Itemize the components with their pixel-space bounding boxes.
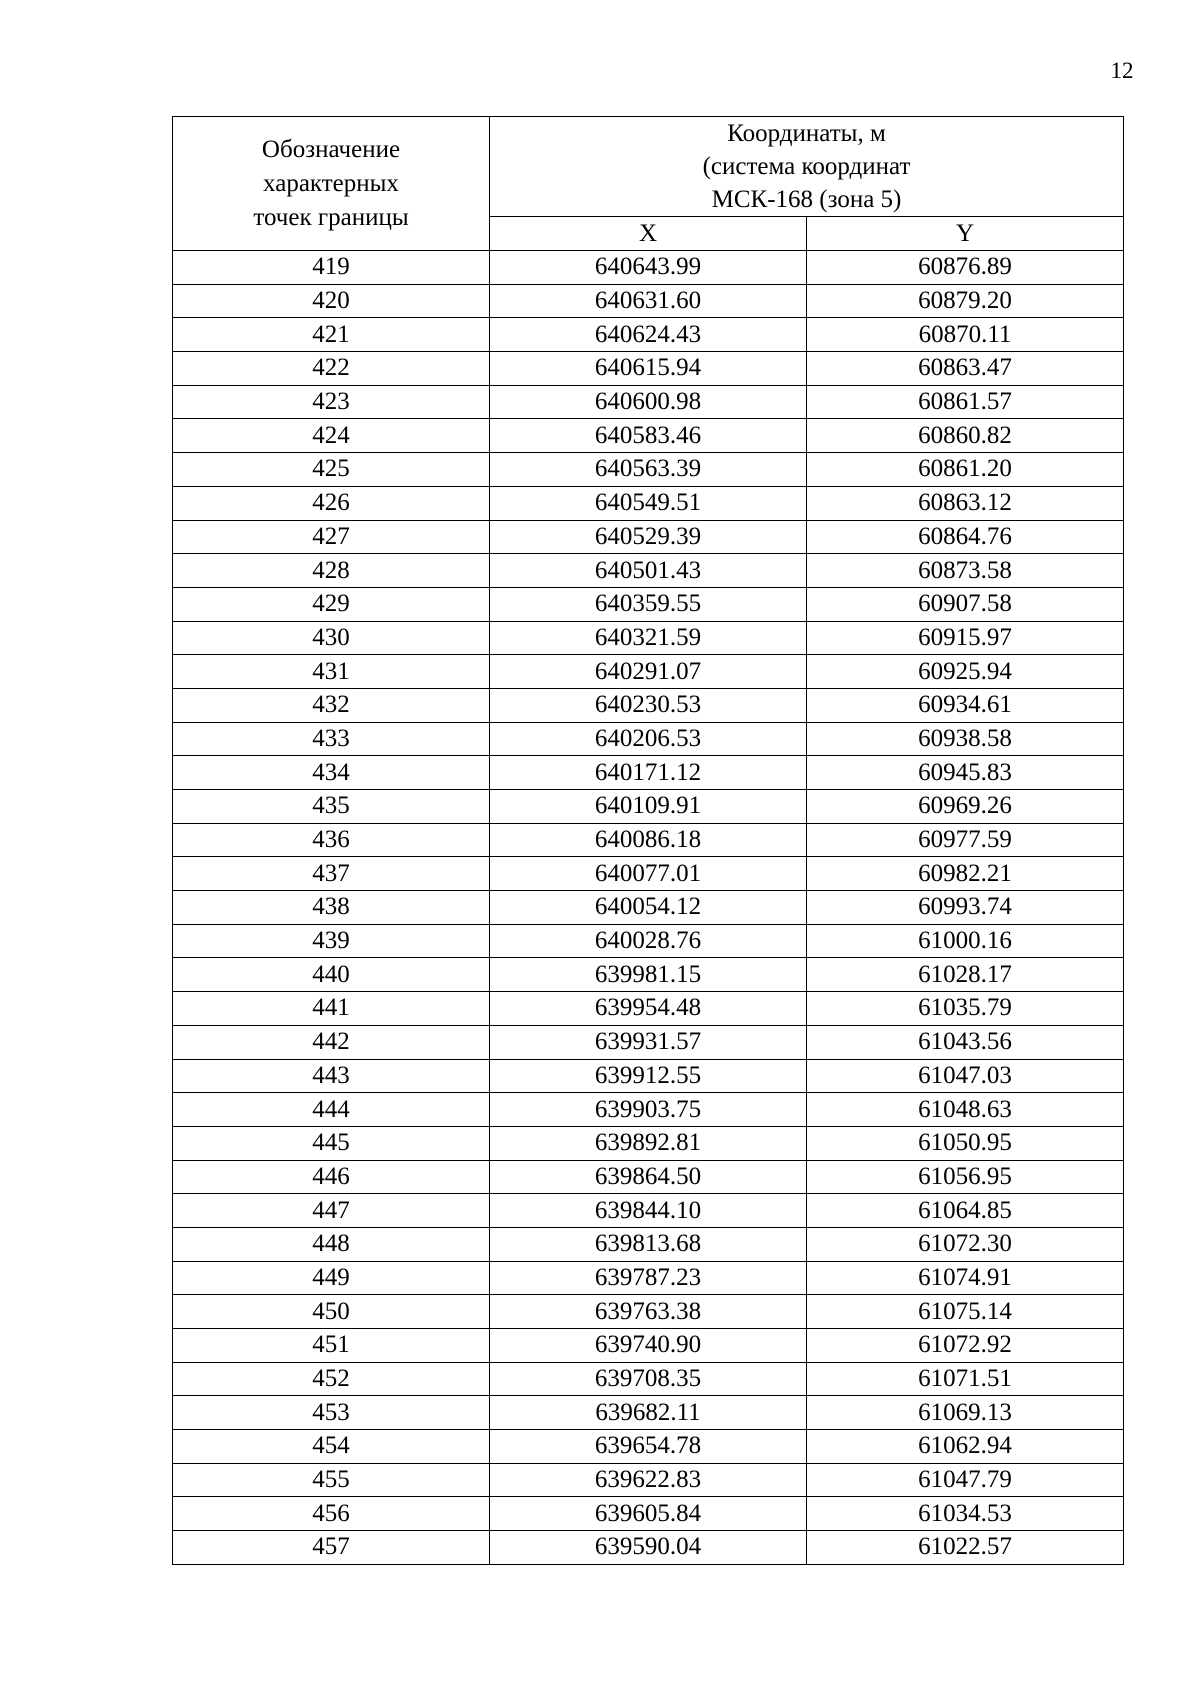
- x-cell: 639912.55: [490, 1059, 807, 1093]
- y-cell: 60863.47: [807, 352, 1124, 386]
- x-cell: 640086.18: [490, 823, 807, 857]
- x-cell: 640359.55: [490, 587, 807, 621]
- point-cell: 445: [173, 1126, 490, 1160]
- x-cell: 639787.23: [490, 1261, 807, 1295]
- table-row: [173, 924, 1124, 958]
- x-cell: 639590.04: [490, 1531, 807, 1565]
- coordinates-group-header: [490, 117, 1124, 217]
- y-cell: 61028.17: [807, 958, 1124, 992]
- x-cell: 640109.91: [490, 790, 807, 824]
- table-row: [173, 1261, 1124, 1295]
- point-cell: 433: [173, 722, 490, 756]
- x-cell: 639844.10: [490, 1194, 807, 1228]
- table-row: [173, 318, 1124, 352]
- table-row: [173, 1025, 1124, 1059]
- y-cell: 60993.74: [807, 891, 1124, 925]
- table-row: [173, 756, 1124, 790]
- table-row: [173, 486, 1124, 520]
- point-cell: 427: [173, 520, 490, 554]
- point-cell: 434: [173, 756, 490, 790]
- x-cell: 639981.15: [490, 958, 807, 992]
- point-cell: 422: [173, 352, 490, 386]
- table-row: [173, 1362, 1124, 1396]
- point-cell: 450: [173, 1295, 490, 1329]
- y-cell: 60863.12: [807, 486, 1124, 520]
- table-row: [173, 857, 1124, 891]
- point-cell: 425: [173, 453, 490, 487]
- table-row: [173, 688, 1124, 722]
- table-row: [173, 823, 1124, 857]
- point-cell: 441: [173, 992, 490, 1026]
- x-column-header: X: [490, 217, 807, 251]
- table-row: [173, 1396, 1124, 1430]
- x-cell: 640600.98: [490, 385, 807, 419]
- y-cell: 61047.79: [807, 1463, 1124, 1497]
- point-cell: 457: [173, 1531, 490, 1565]
- x-cell: 640291.07: [490, 655, 807, 689]
- coordinates-table: [172, 116, 1124, 1565]
- x-cell: 640529.39: [490, 520, 807, 554]
- point-cell: 442: [173, 1025, 490, 1059]
- y-cell: 60925.94: [807, 655, 1124, 689]
- y-cell: 61069.13: [807, 1396, 1124, 1430]
- point-cell: 421: [173, 318, 490, 352]
- y-cell: 60860.82: [807, 419, 1124, 453]
- table-row: [173, 992, 1124, 1026]
- table-row: [173, 1295, 1124, 1329]
- point-cell: 455: [173, 1463, 490, 1497]
- table-row: [173, 1430, 1124, 1464]
- table-row: [173, 958, 1124, 992]
- x-cell: 639763.38: [490, 1295, 807, 1329]
- y-cell: 60982.21: [807, 857, 1124, 891]
- x-cell: 639931.57: [490, 1025, 807, 1059]
- point-cell: 424: [173, 419, 490, 453]
- point-cell: 437: [173, 857, 490, 891]
- y-cell: 61043.56: [807, 1025, 1124, 1059]
- x-cell: 639622.83: [490, 1463, 807, 1497]
- coordinates-header-line: (система координат: [702, 153, 911, 180]
- table-row: [173, 1531, 1124, 1565]
- y-cell: 60915.97: [807, 621, 1124, 655]
- point-cell: 440: [173, 958, 490, 992]
- coordinates-header-line: Координаты, м: [727, 120, 886, 147]
- x-cell: 639813.68: [490, 1227, 807, 1261]
- table-row: [173, 621, 1124, 655]
- designation-header-line: Обозначение: [261, 135, 401, 163]
- x-cell: 640563.39: [490, 453, 807, 487]
- table-row: [173, 419, 1124, 453]
- x-cell: 640321.59: [490, 621, 807, 655]
- point-cell: 454: [173, 1430, 490, 1464]
- point-cell: 444: [173, 1093, 490, 1127]
- x-cell: 640643.99: [490, 251, 807, 285]
- y-cell: 61034.53: [807, 1497, 1124, 1531]
- x-cell: 639903.75: [490, 1093, 807, 1127]
- y-cell: 61048.63: [807, 1093, 1124, 1127]
- point-cell: 429: [173, 587, 490, 621]
- x-cell: 640501.43: [490, 554, 807, 588]
- point-cell: 430: [173, 621, 490, 655]
- y-cell: 61056.95: [807, 1160, 1124, 1194]
- y-cell: 60945.83: [807, 756, 1124, 790]
- point-cell: 432: [173, 688, 490, 722]
- designation-header-line: характерных: [263, 169, 399, 197]
- point-cell: 449: [173, 1261, 490, 1295]
- y-cell: 61022.57: [807, 1531, 1124, 1565]
- x-cell: 640230.53: [490, 688, 807, 722]
- table-row: [173, 1093, 1124, 1127]
- x-cell: 640206.53: [490, 722, 807, 756]
- y-cell: 60977.59: [807, 823, 1124, 857]
- table-row: [173, 1227, 1124, 1261]
- x-cell: 639682.11: [490, 1396, 807, 1430]
- table-row: [173, 587, 1124, 621]
- point-cell: 452: [173, 1362, 490, 1396]
- point-cell: 447: [173, 1194, 490, 1228]
- x-cell: 640631.60: [490, 284, 807, 318]
- y-cell: 61035.79: [807, 992, 1124, 1026]
- table-row: [173, 352, 1124, 386]
- table-row: [173, 1194, 1124, 1228]
- point-cell: 438: [173, 891, 490, 925]
- table-row: [173, 1463, 1124, 1497]
- x-cell: 639654.78: [490, 1430, 807, 1464]
- point-cell: 431: [173, 655, 490, 689]
- table-row: [173, 722, 1124, 756]
- x-cell: 640171.12: [490, 756, 807, 790]
- table-row: [173, 520, 1124, 554]
- x-cell: 639892.81: [490, 1126, 807, 1160]
- y-cell: 61062.94: [807, 1430, 1124, 1464]
- y-cell: 60864.76: [807, 520, 1124, 554]
- table-row: [173, 1497, 1124, 1531]
- y-cell: 61072.92: [807, 1329, 1124, 1363]
- table-row: [173, 790, 1124, 824]
- point-cell: 419: [173, 251, 490, 285]
- point-cell: 426: [173, 486, 490, 520]
- y-cell: 61074.91: [807, 1261, 1124, 1295]
- table-row: [173, 385, 1124, 419]
- point-cell: 443: [173, 1059, 490, 1093]
- y-cell: 61064.85: [807, 1194, 1124, 1228]
- point-cell: 451: [173, 1329, 490, 1363]
- x-cell: 640054.12: [490, 891, 807, 925]
- y-cell: 60870.11: [807, 318, 1124, 352]
- table-body: [173, 251, 1124, 1565]
- point-cell: 420: [173, 284, 490, 318]
- y-cell: 60876.89: [807, 251, 1124, 285]
- y-cell: 61075.14: [807, 1295, 1124, 1329]
- y-cell: 61047.03: [807, 1059, 1124, 1093]
- designation-header-line: точек границы: [253, 203, 409, 231]
- page-number: 12: [1110, 58, 1134, 83]
- y-cell: 60938.58: [807, 722, 1124, 756]
- x-cell: 640549.51: [490, 486, 807, 520]
- x-cell: 640028.76: [490, 924, 807, 958]
- table-row: [173, 554, 1124, 588]
- table-row: [173, 1059, 1124, 1093]
- point-cell: 453: [173, 1396, 490, 1430]
- y-cell: 61050.95: [807, 1126, 1124, 1160]
- y-cell: 60873.58: [807, 554, 1124, 588]
- y-cell: 60934.61: [807, 688, 1124, 722]
- x-cell: 640077.01: [490, 857, 807, 891]
- point-cell: 423: [173, 385, 490, 419]
- table-row: [173, 1329, 1124, 1363]
- point-cell: 439: [173, 924, 490, 958]
- y-cell: 60861.20: [807, 453, 1124, 487]
- point-cell: 436: [173, 823, 490, 857]
- x-cell: 640583.46: [490, 419, 807, 453]
- x-cell: 639864.50: [490, 1160, 807, 1194]
- y-cell: 61071.51: [807, 1362, 1124, 1396]
- x-cell: 639740.90: [490, 1329, 807, 1363]
- y-column-header: Y: [807, 217, 1124, 251]
- y-cell: 60879.20: [807, 284, 1124, 318]
- table-row: [173, 655, 1124, 689]
- y-cell: 60969.26: [807, 790, 1124, 824]
- x-cell: 639708.35: [490, 1362, 807, 1396]
- y-cell: 60861.57: [807, 385, 1124, 419]
- point-cell: 448: [173, 1227, 490, 1261]
- point-cell: 435: [173, 790, 490, 824]
- table-row: [173, 284, 1124, 318]
- table-row: [173, 1126, 1124, 1160]
- designation-header: [173, 117, 490, 251]
- y-cell: 60907.58: [807, 587, 1124, 621]
- coordinates-header-line: МСК-168 (зона 5): [711, 186, 902, 213]
- table-row: [173, 251, 1124, 285]
- table-row: [173, 1160, 1124, 1194]
- table-row: [173, 453, 1124, 487]
- point-cell: 456: [173, 1497, 490, 1531]
- y-cell: 61072.30: [807, 1227, 1124, 1261]
- point-cell: 446: [173, 1160, 490, 1194]
- x-cell: 640615.94: [490, 352, 807, 386]
- x-cell: 639605.84: [490, 1497, 807, 1531]
- y-cell: 61000.16: [807, 924, 1124, 958]
- table-row: [173, 891, 1124, 925]
- point-cell: 428: [173, 554, 490, 588]
- x-cell: 640624.43: [490, 318, 807, 352]
- x-cell: 639954.48: [490, 992, 807, 1026]
